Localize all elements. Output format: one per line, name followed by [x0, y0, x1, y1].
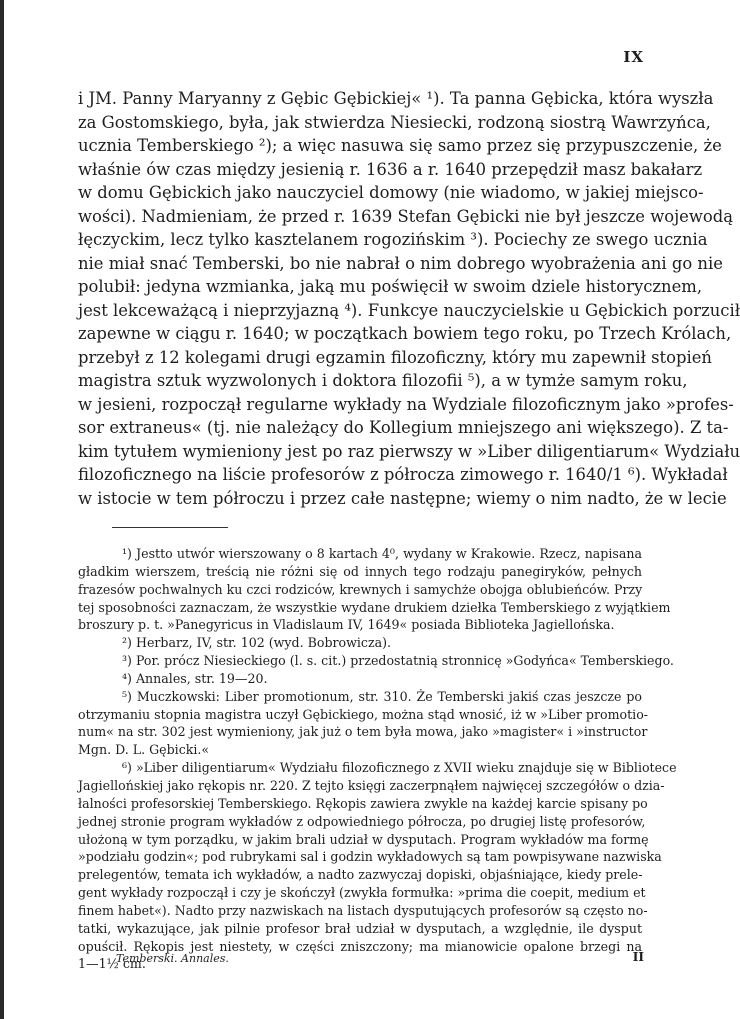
footnote-line: ¹) Jestto utwór wierszowany o 8 kartach 4⁰, wydany w Krakowie. Rzecz, napisana: [122, 546, 642, 561]
footnote-line: ⁵) Muczkowski: Liber promotionum, str. 310. Że Temberski jakiś czas jeszcze po: [122, 688, 642, 704]
body-line: filozoficznego na liście profesorów z półrocza zimowego r. 1640/1 ⁶). Wykładał: [78, 465, 728, 484]
body-line: sor extraneus« (tj. nie należący do Kollegium mniejszego ani większego). Z ta-: [78, 418, 729, 437]
footnote-line: »podziału godzin«; pod rubrykami sal i godzin wykładowych są tam powpisywane nazwiska: [78, 849, 662, 865]
footnote-line: łalności profesorskiej Temberskiego. Rękopis zawiera zwykle na każdej karcie spisany po: [78, 795, 648, 811]
footnote-line: 1—1½ cm.: [78, 956, 146, 972]
footnote: [78, 759, 677, 973]
body-line: w jesieni, rozpoczął regularne wykłady na Wydziale filozoficznym jako »profes-: [78, 394, 734, 414]
footnote-line: frazesów pochwalnych ku czci rodziców, krewnych i samychże obojga oblubieńców. Przy: [78, 581, 643, 597]
body-line: i JM. Panny Maryanny z Gębic Gębickiej« ¹). Ta panna Gębicka, która wyszła: [78, 89, 714, 108]
body-line: właśnie ów czas między jesienią r. 1636 a r. 1640 przepędził masz bakałarz: [78, 159, 703, 179]
body-line: zapewne w ciągu r. 1640; w początkach bowiem tego roku, po Trzech Królach,: [78, 324, 732, 343]
body-line: wości). Nadmieniam, że przed r. 1639 Stefan Gębicki nie był jeszcze wojewodą: [78, 206, 734, 226]
body-line: nie miał snać Temberski, bo nie nabrał o nim dobrego wyobrażenia ani go nie: [78, 253, 723, 273]
footnote: [78, 670, 642, 688]
footnote-line: ⁴) Annales, str. 19—20.: [122, 670, 268, 686]
footnote-line: otrzymaniu stopnia magistra uczył Gębickiego, można stąd wnosić, iż w »Liber promotio-: [78, 706, 649, 722]
page-number: IX: [623, 48, 644, 66]
footnote: [78, 652, 674, 670]
footnote: [78, 688, 649, 759]
body-line: ucznia Temberskiego ²); a więc nasuwa się samo przez się przypuszczenie, że: [78, 136, 722, 155]
footer-source: Temberski. Annales.: [116, 952, 229, 965]
footnote-line: ⁶) »Liber diligentiarum« Wydziału filozoficznego z XVII wieku znajduje się w Bibliotece: [122, 760, 677, 776]
footnote-separator: [112, 527, 228, 528]
body-line: w istocie w tem półroczu i przez całe następne; wiemy o nim nadto, że w lecie: [78, 488, 727, 508]
footnote-line: broszury p. t. »Panegyricus in Vladislaum IV, 1649« posiada Biblioteka Jagiellońska.: [78, 617, 615, 633]
footnote-line: Jagiellońskiej jako rękopis nr. 220. Z tejto księgi zaczerpnąłem najwięcej szczegółów o dzia-: [78, 777, 665, 793]
body-line: kim tytułem wymieniony jest po raz pierwszy w »Liber diligentiarum« Wydziału: [78, 441, 740, 461]
footnote: [78, 545, 671, 634]
footnote-line: tatki, wykazujące, jak pilnie profesor brał udział w dysputach, a względnie, ile dysput: [78, 920, 642, 936]
footnote-line: opuścił. Rękopis jest niestety, w części zniszczony; ma mianowicie opalone brzegi na: [78, 938, 642, 954]
footnote-line: finem habet«). Nadto przy nazwiskach na listach dysputujących profesorów są często no-: [78, 902, 648, 918]
footnote-line: ułożoną w tym porządku, w jakim brali udział w dysputach. Program wykładów ma formę: [78, 831, 649, 847]
footnote-line: Mgn. D. L. Gębicki.«: [78, 742, 210, 758]
body-line: polubił: jedyna wzmianka, jaką mu poświęcił w swoim dziele historycznem,: [78, 277, 703, 296]
body-line: w domu Gębickich jako nauczyciel domowy (nie wiadomo, w jakiej miejsco-: [78, 183, 704, 202]
body-line: magistra sztuk wyzwolonych i doktora filozofii ⁵), a w tymże samym roku,: [78, 371, 688, 390]
footnote-line: tej sposobności zaznaczam, że wszystkie wydane drukiem dziełka Temberskiego z wyjątkiem: [78, 599, 671, 615]
footnote: [78, 634, 642, 652]
footnote-line: num« na str. 302 jest wymieniony, jak już o tem była mowa, jako »magister« i »instructor: [78, 724, 648, 740]
footnote-line: jednej stronie program wykładów z odpowiedniego półrocza, po drugiej listę profesorów,: [78, 813, 646, 829]
footnote-line: ³) Por. prócz Niesieckiego (l. s. cit.) przedostatnią stronnicę »Godyńca« Temberskiego.: [122, 653, 674, 669]
footnote-line: gładkim wierszem, treścią nie różni się od innych tego rodzaju panegiryków, pełnych: [78, 563, 642, 579]
body-line: jest lekceważącą i nieprzyjazną ⁴). Funkcye nauczycielskie u Gębickich porzucił: [78, 300, 740, 320]
footnotes-section: [78, 545, 677, 973]
footnote-line: ²) Herbarz, IV, str. 102 (wyd. Bobrowicza).: [122, 635, 392, 651]
body-line: za Gostomskiego, była, jak stwierdza Niesiecki, rodzoną siostrą Wawrzyńca,: [78, 112, 711, 132]
footnote-line: prelegentów, temata ich wykładów, a nadto zazwyczaj dopiski, objaśniające, kiedy prele-: [78, 867, 643, 883]
page-left-edge: [0, 0, 4, 1019]
body-line: przebył z 12 kolegami drugi egzamin filozoficzny, który mu zapewnił stopień: [78, 347, 712, 367]
main-body-text: [78, 87, 740, 510]
body-line: łęczyckim, lecz tylko kasztelanem rogozińskim ³). Pociechy ze swego ucznia: [78, 230, 708, 249]
footer-signature-mark: II: [632, 950, 644, 964]
page-footer: [116, 952, 644, 965]
footnote-line: gent wykłady rozpoczął i czy je skończył (zwykła formułka: »prima die coepit, medium et: [78, 885, 646, 901]
